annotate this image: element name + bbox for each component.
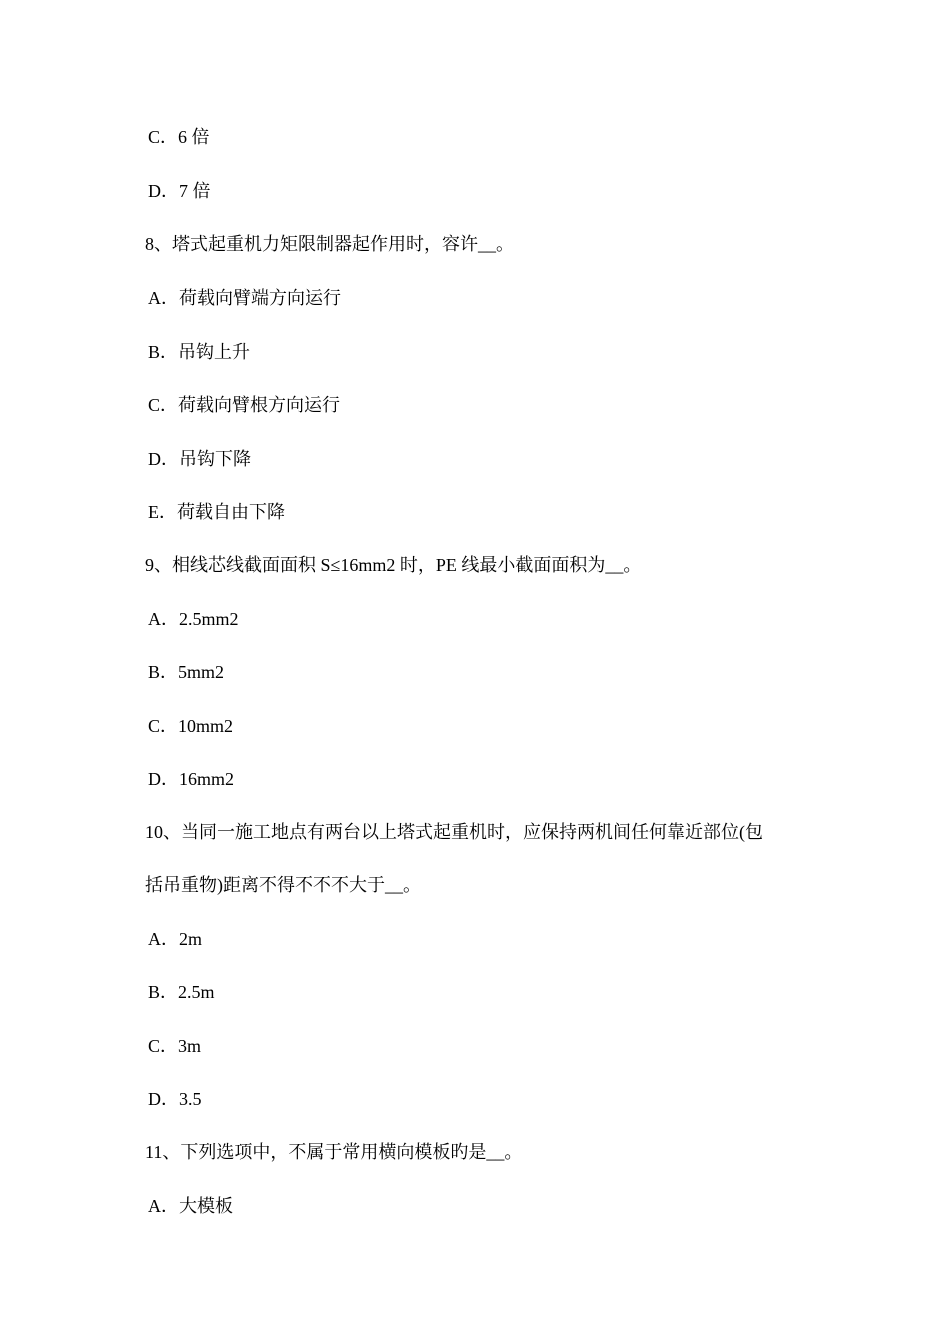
question-8: 8、塔式起重机力矩限制器起作用时，容许__。 bbox=[145, 234, 514, 254]
q10-option-c: C．3m bbox=[148, 1036, 202, 1056]
q9-option-b: B．5mm2 bbox=[148, 662, 225, 682]
q10-option-d: D．3.5 bbox=[148, 1089, 202, 1109]
option-c-6x: C．6 倍 bbox=[148, 127, 210, 147]
q9-option-a: A．2.5mm2 bbox=[148, 609, 239, 629]
q8-option-c: C．荷载向臂根方向运行 bbox=[148, 395, 341, 415]
option-d-7x: D．7 倍 bbox=[148, 181, 211, 201]
q8-option-a: A．荷载向臂端方向运行 bbox=[148, 288, 341, 308]
q9-option-c: C．10mm2 bbox=[148, 716, 234, 736]
question-10-line-1: 10、当同一施工地点有两台以上塔式起重机时，应保持两机间任何靠近部位(包 bbox=[145, 822, 763, 842]
q10-option-a: A．2m bbox=[148, 929, 202, 949]
q8-option-d: D．吊钩下降 bbox=[148, 449, 251, 469]
q8-option-b: B．吊钩上升 bbox=[148, 342, 251, 362]
question-11: 11、下列选项中，不属于常用横向模板旳是__。 bbox=[145, 1142, 523, 1162]
q10-option-b: B．2.5m bbox=[148, 982, 215, 1002]
q8-option-e: E．荷载自由下降 bbox=[148, 502, 285, 522]
q9-option-d: D．16mm2 bbox=[148, 769, 235, 789]
question-9: 9、相线芯线截面面积 S≤16mm2 时，PE 线最小截面面积为__。 bbox=[145, 555, 642, 575]
q11-option-a: A．大模板 bbox=[148, 1196, 233, 1216]
question-10-line-2: 括吊重物)距离不得不不不大于__。 bbox=[145, 875, 421, 895]
